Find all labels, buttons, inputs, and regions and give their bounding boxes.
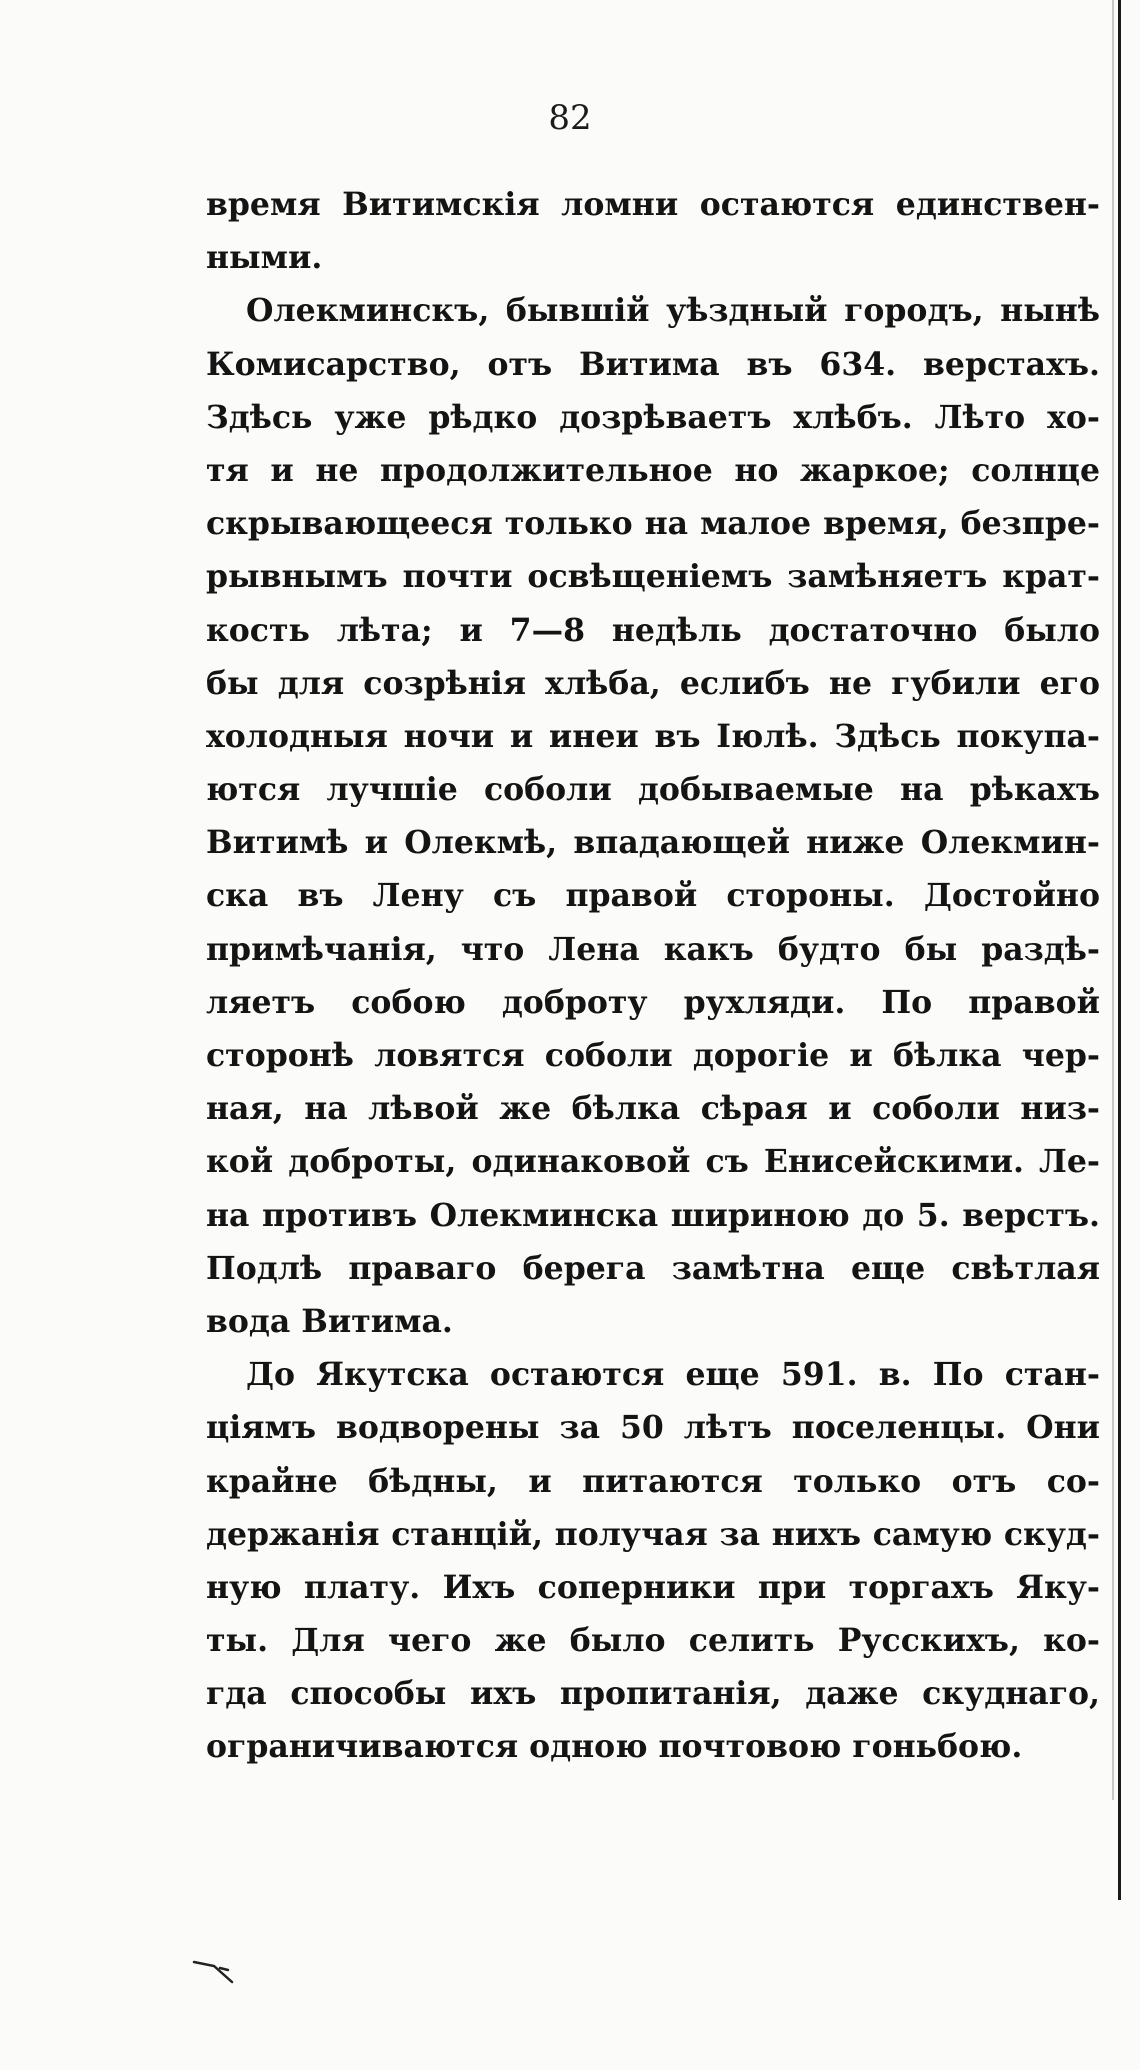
text-line: сторонѣ ловятся соболи дорогіе и бѣлка чер- xyxy=(206,1037,1100,1074)
text-line: вода Витима. xyxy=(206,1302,453,1340)
text-line: ціямъ водворены за 50 лѣтъ поселенцы. Они xyxy=(206,1409,1100,1447)
text-line: гда способы ихъ пропитанія, даже скуднаго, xyxy=(206,1675,1100,1713)
text-line: ную плату. Ихъ соперники при торгахъ Яку- xyxy=(206,1568,1100,1606)
text-line: ска въ Лену съ правой стороны. Достойно xyxy=(206,877,1100,915)
text-line: ограничиваются одною почтовою гоньбою. xyxy=(206,1728,1023,1766)
text-line: ными. xyxy=(206,239,323,277)
text-line: тя и не продолжительное но жаркое; солнце xyxy=(206,451,1100,489)
text-line: бы для созрѣнія хлѣба, еслибъ не губили его xyxy=(206,664,1100,702)
text-line: на противъ Олекминска шириною до 5. верстъ. xyxy=(206,1196,1100,1234)
text-line: Подлѣ праваго берега замѣтна еще свѣтлая xyxy=(206,1249,1100,1287)
text-line: кой доброты, одинаковой съ Енисейскими. Ле- xyxy=(206,1143,1100,1181)
text-line: До Якутска остаются еще 591. в. По стан- xyxy=(246,1356,1100,1394)
text-line: рывнымъ почти освѣщеніемъ замѣняетъ крат- xyxy=(206,558,1100,596)
text-line: Здѣсь уже рѣдко дозрѣваетъ хлѣбъ. Лѣто хо- xyxy=(206,398,1100,436)
text-line: держанія станцій, получая за нихъ самую скуд- xyxy=(206,1515,1100,1553)
page-edge-line xyxy=(1118,0,1121,1900)
text-line: кость лѣта; и 7—8 недѣль достаточно было xyxy=(206,611,1100,649)
page-number: 82 xyxy=(548,98,592,138)
text-line: примѣчанія, что Лена какъ будто бы раздѣ- xyxy=(206,930,1100,968)
text-line: Олекминскъ, бывшій уѣздный городъ, нынѣ xyxy=(246,292,1100,330)
text-line: Комисарство, отъ Витима въ 634. верстахъ. xyxy=(206,345,1100,383)
ink-stroke-mark xyxy=(192,1958,242,1988)
text-line: крайне бѣдны, и питаются только отъ со- xyxy=(206,1462,1100,1500)
text-line: холодныя ночи и инеи въ Іюлѣ. Здѣсь покупа- xyxy=(206,717,1100,755)
text-line: Витимѣ и Олекмѣ, впадающей ниже Олекмин- xyxy=(206,824,1100,862)
text-line: ты. Для чего же было селить Русскихъ, ко- xyxy=(206,1622,1100,1660)
page-edge-shadow xyxy=(1112,0,1114,1800)
text-line: ная, на лѣвой же бѣлка сѣрая и соболи низ- xyxy=(206,1090,1100,1128)
body-text xyxy=(206,178,1100,1774)
text-line: ются лучшіе соболи добываемые на рѣкахъ xyxy=(206,771,1100,809)
text-line: время Витимскія ломни остаются единствен- xyxy=(206,186,1100,223)
text-line: скрывающееся только на малое время, безпре- xyxy=(206,505,1100,543)
text-line: ляетъ собою доброту рухляди. По правой xyxy=(206,983,1100,1021)
